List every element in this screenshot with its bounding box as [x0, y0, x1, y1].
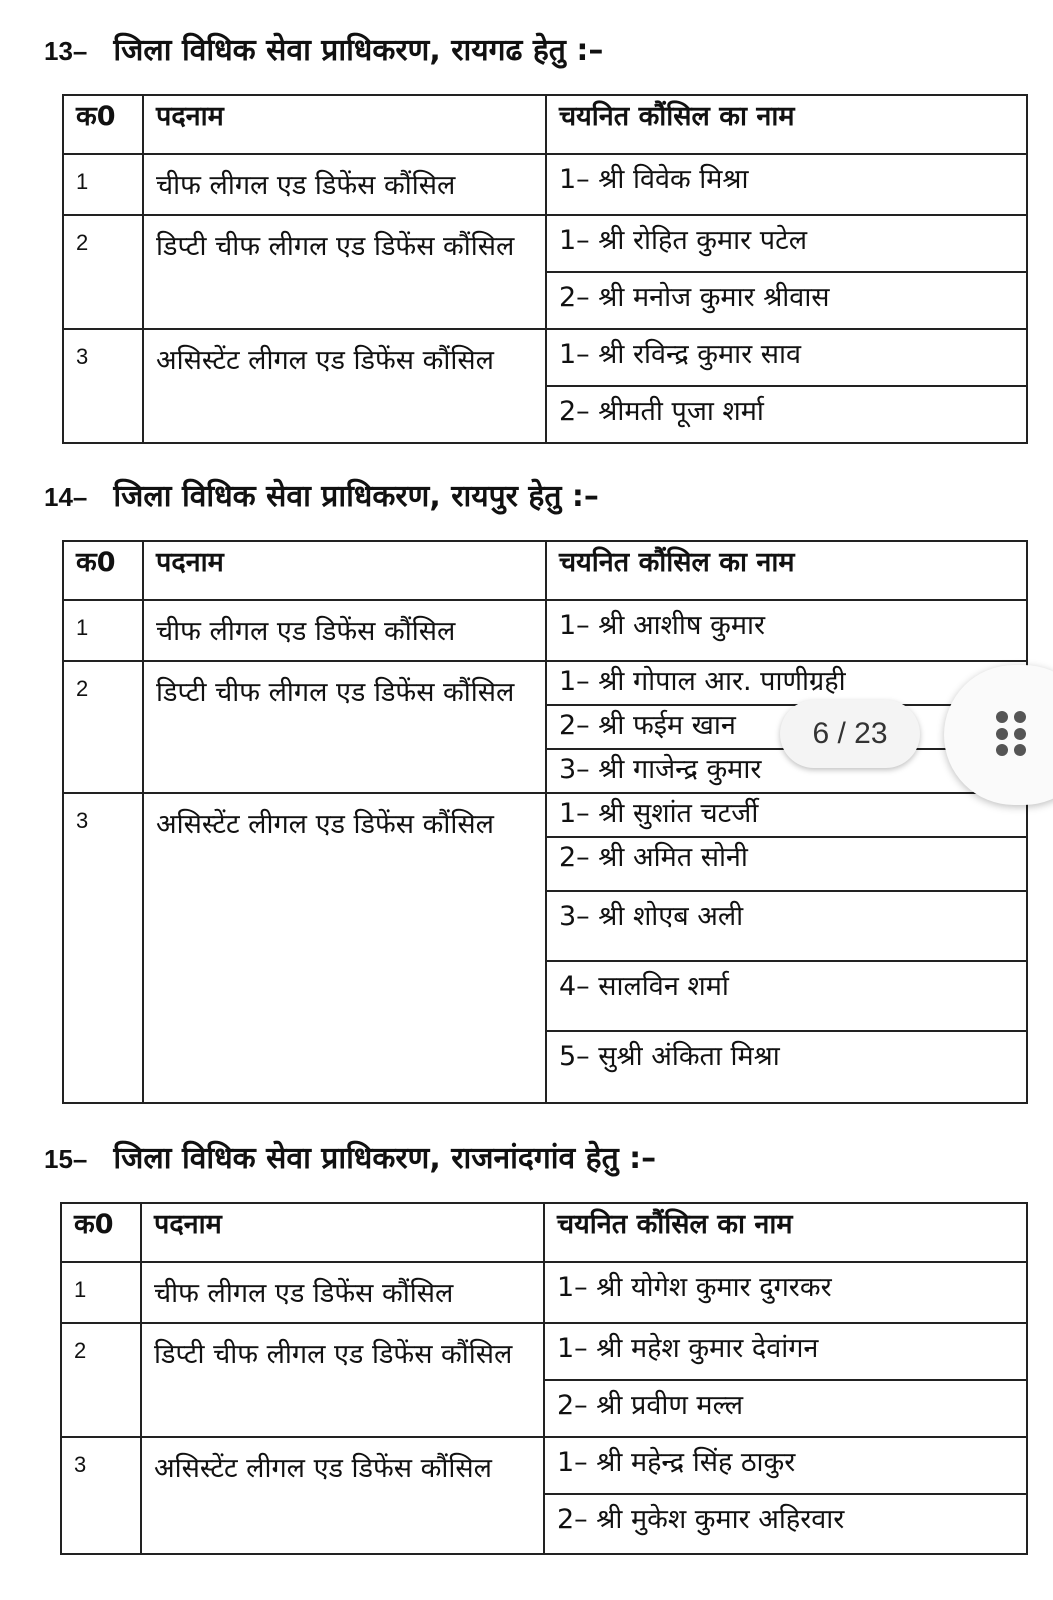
row-name: 4– सालविन शर्मा	[546, 961, 1027, 1031]
table-row	[61, 1437, 1027, 1494]
row-serial: 3	[63, 329, 143, 443]
council-table-raipur	[62, 540, 1028, 1104]
row-name: 1– श्री रविन्द्र कुमार साव	[546, 329, 1027, 386]
row-name: 1– श्री महेन्द्र सिंह ठाकुर	[544, 1437, 1027, 1494]
row-name: 2– श्री मुकेश कुमार अहिरवार	[544, 1494, 1027, 1554]
row-post: डिप्टी चीफ लीगल एड डिफेंस कौंसिल	[143, 215, 546, 329]
row-name: 3– श्री गाजेन्द्र कुमार	[546, 749, 1027, 793]
row-name: 1– श्री महेश कुमार देवांगन	[544, 1323, 1027, 1380]
section-number: 14–	[44, 482, 88, 512]
row-post: असिस्टेंट लीगल एड डिफेंस कौंसिल	[141, 1437, 544, 1554]
header-names: चयनित कौंसिल का नाम	[546, 95, 1027, 154]
table-row	[63, 793, 1027, 837]
table-header-row	[61, 1203, 1027, 1262]
header-post: पदनाम	[143, 541, 546, 600]
section-heading-13	[44, 28, 603, 69]
row-post: असिस्टेंट लीगल एड डिफेंस कौंसिल	[143, 329, 546, 443]
header-names: चयनित कौंसिल का नाम	[546, 541, 1027, 600]
section-heading-15	[44, 1136, 656, 1177]
section-title: जिला विधिक सेवा प्राधिकरण, राजनांदगांव हेतु :–	[113, 1141, 657, 1176]
more-dots-icon	[996, 711, 1026, 757]
table-row	[63, 600, 1027, 661]
header-serial: क0	[63, 95, 143, 154]
row-post: डिप्टी चीफ लीगल एड डिफेंस कौंसिल	[143, 661, 546, 793]
section-number: 15–	[44, 1144, 88, 1174]
council-table-rajnandgaon	[60, 1202, 1028, 1555]
row-name: 2– श्री अमित सोनी	[546, 837, 1027, 891]
row-name: 3– श्री शोएब अली	[546, 891, 1027, 961]
row-name: 1– श्री आशीष कुमार	[546, 600, 1027, 661]
header-post: पदनाम	[143, 95, 546, 154]
table-row	[63, 154, 1027, 215]
header-serial: क0	[61, 1203, 141, 1262]
section-title: जिला विधिक सेवा प्राधिकरण, रायगढ हेतु :–	[113, 33, 604, 68]
row-serial: 2	[63, 661, 143, 793]
section-heading-14	[44, 474, 599, 515]
row-serial: 3	[63, 793, 143, 1103]
row-name: 5– सुश्री अंकिता मिश्रा	[546, 1031, 1027, 1103]
row-name: 1– श्री विवेक मिश्रा	[546, 154, 1027, 215]
section-title: जिला विधिक सेवा प्राधिकरण, रायपुर हेतु :–	[113, 479, 599, 514]
row-serial: 1	[63, 600, 143, 661]
row-name: 1– श्री रोहित कुमार पटेल	[546, 215, 1027, 272]
table-header-row	[63, 95, 1027, 154]
row-serial: 2	[61, 1323, 141, 1437]
row-post: असिस्टेंट लीगल एड डिफेंस कौंसिल	[143, 793, 546, 1103]
table-row	[63, 329, 1027, 386]
header-post: पदनाम	[141, 1203, 544, 1262]
table-header-row	[63, 541, 1027, 600]
row-name: 2– श्री प्रवीण मल्ल	[544, 1380, 1027, 1437]
row-post: चीफ लीगल एड डिफेंस कौंसिल	[143, 154, 546, 215]
row-serial: 1	[61, 1262, 141, 1323]
header-names: चयनित कौंसिल का नाम	[544, 1203, 1027, 1262]
page-indicator[interactable]: 6 / 23	[780, 700, 920, 768]
table-row	[63, 661, 1027, 705]
row-serial: 1	[63, 154, 143, 215]
section-number: 13–	[44, 36, 88, 66]
row-name: 2– श्री मनोज कुमार श्रीवास	[546, 272, 1027, 329]
row-post: डिप्टी चीफ लीगल एड डिफेंस कौंसिल	[141, 1323, 544, 1437]
table-row	[61, 1323, 1027, 1380]
row-name: 1– श्री सुशांत चटर्जी	[546, 793, 1027, 837]
row-post: चीफ लीगल एड डिफेंस कौंसिल	[143, 600, 546, 661]
council-table-raigarh	[62, 94, 1028, 444]
table-row	[61, 1262, 1027, 1323]
row-name: 1– श्री गोपाल आर. पाणीग्रही	[546, 661, 1027, 705]
row-serial: 3	[61, 1437, 141, 1554]
row-post: चीफ लीगल एड डिफेंस कौंसिल	[141, 1262, 544, 1323]
row-name: 2– श्री फईम खान	[546, 705, 1027, 749]
row-serial: 2	[63, 215, 143, 329]
row-name: 1– श्री योगेश कुमार दुगरकर	[544, 1262, 1027, 1323]
header-serial: क0	[63, 541, 143, 600]
table-row	[63, 215, 1027, 272]
row-name: 2– श्रीमती पूजा शर्मा	[546, 386, 1027, 443]
